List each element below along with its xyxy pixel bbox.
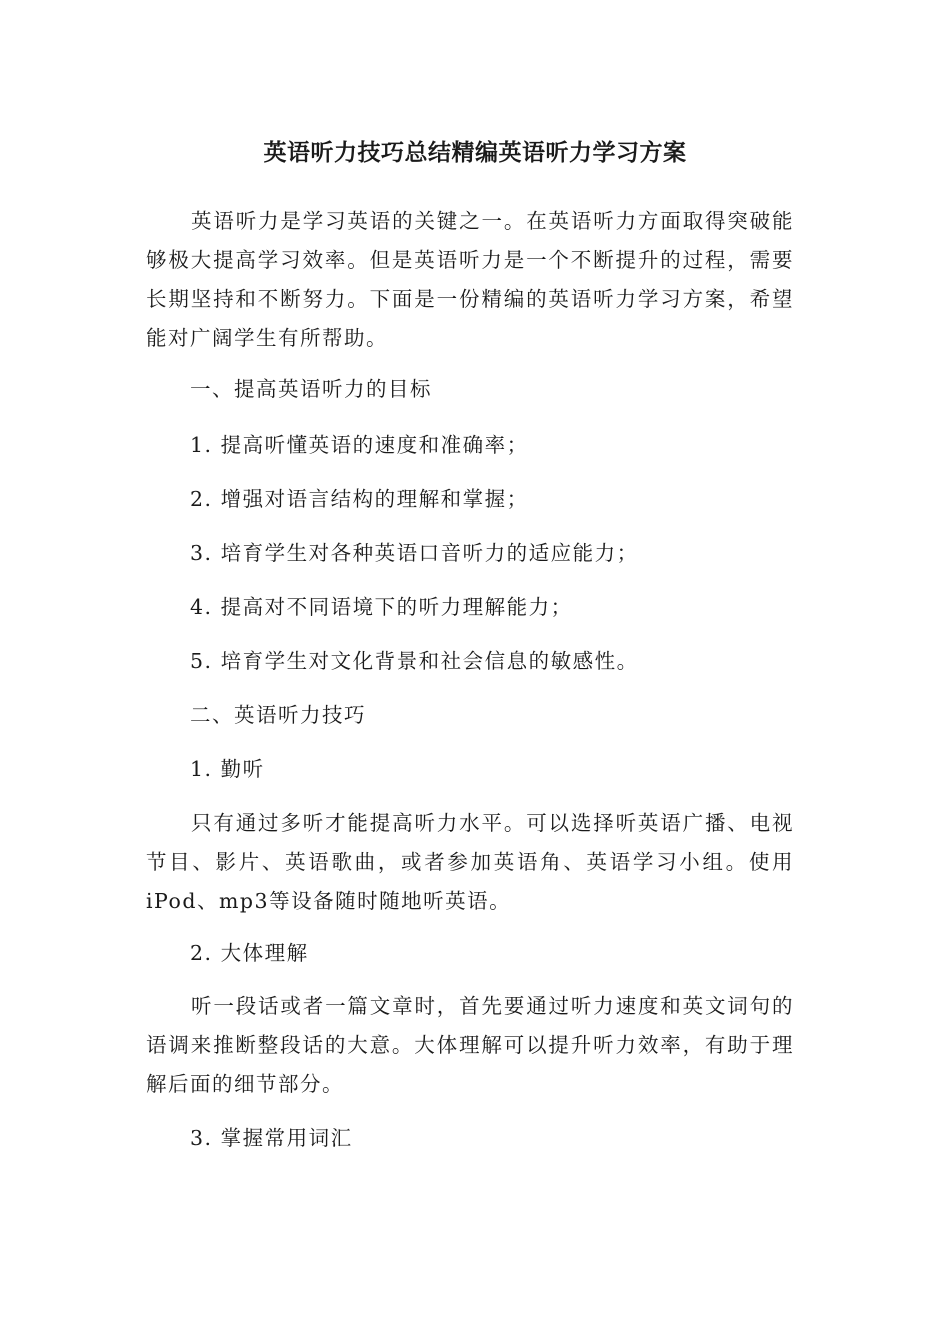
goal-item: 2. 增强对语言结构的理解和掌握； (190, 487, 529, 511)
goal-item: 4. 提高对不同语境下的听力理解能力； (190, 595, 573, 619)
section-heading-goals: 一、提高英语听力的目标 (190, 377, 432, 401)
tip-heading: 3. 掌握常用词汇 (190, 1126, 353, 1150)
goal-item: 1. 提高听懂英语的速度和准确率； (190, 433, 529, 457)
intro-paragraph: 英语听力是学习英语的关键之一。在英语听力方面取得突破能够极大提高学习效率。但是英语听力是一个不断提升的过程，需要长期坚持和不断努力。下面是一份精编的英语听力学习方案，希望能对广阔学生有所帮助。 (146, 209, 794, 350)
tip-heading: 1. 勤听 (190, 757, 265, 781)
tip-heading: 2. 大体理解 (190, 941, 309, 965)
section-heading-techniques: 二、英语听力技巧 (190, 703, 366, 727)
tip-paragraph: 只有通过多听才能提高听力水平。可以选择听英语广播、电视节目、影片、英语歌曲，或者参加英语角、英语学习小组。使用iPod、mp3等设备随时随地听英语。 (146, 811, 794, 913)
goal-item: 3. 培育学生对各种英语口音听力的适应能力； (190, 541, 639, 565)
tip-paragraph: 听一段话或者一篇文章时，首先要通过听力速度和英文词句的语调来推断整段话的大意。大体理解可以提升听力效率，有助于理解后面的细节部分。 (146, 994, 794, 1096)
document-title: 英语听力技巧总结精编英语听力学习方案 (263, 140, 687, 166)
goal-item: 5. 培育学生对文化背景和社会信息的敏感性。 (190, 649, 639, 673)
